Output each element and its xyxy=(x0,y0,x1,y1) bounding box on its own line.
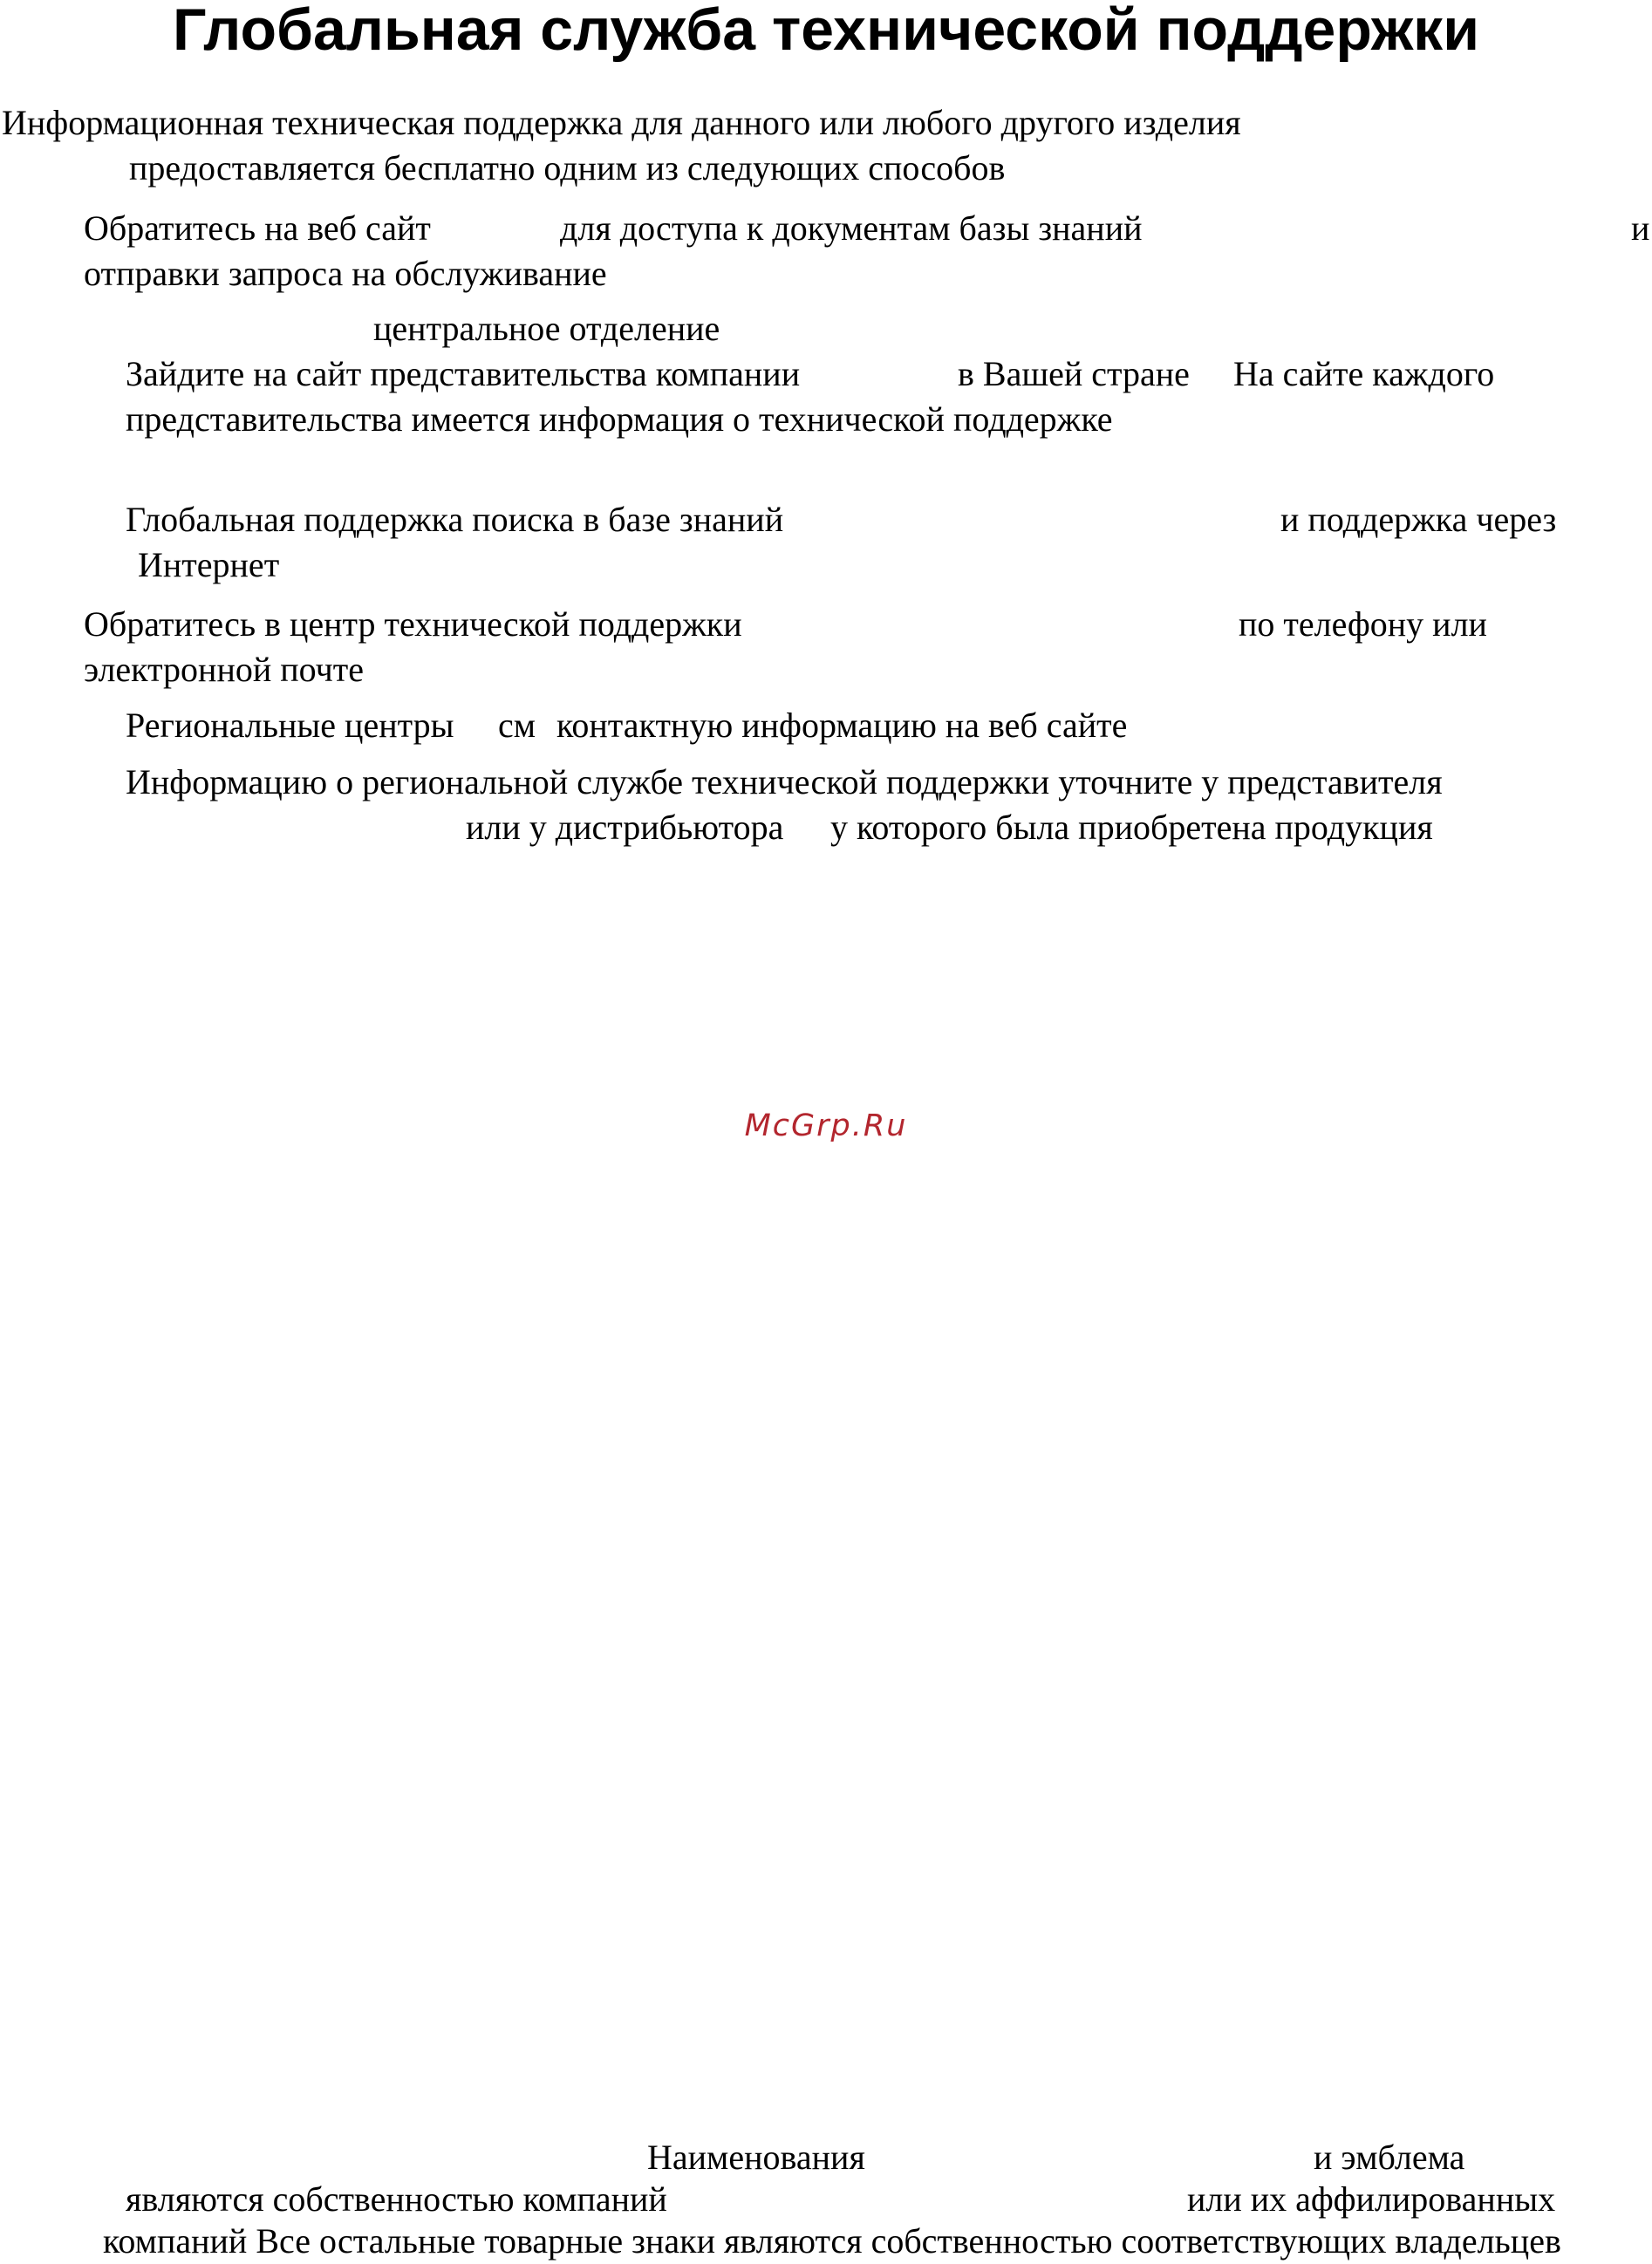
support-center-line-2: электронной почте xyxy=(84,650,364,689)
footer-text-1: Наименования xyxy=(647,2138,865,2177)
support-center-text-1: Обратитесь в центр технической поддержки xyxy=(84,604,742,644)
global-support-line-2: Интернет xyxy=(138,545,280,584)
footer-line-3: компаний Все остальные товарные знаки являются собственностью соответствующих владельцев xyxy=(103,2221,1561,2261)
footer-text-3: являются собственностью компаний xyxy=(126,2179,667,2219)
central-office-text-1: Зайдите на сайт представительства компании xyxy=(126,354,801,393)
central-office-label: центральное отделение xyxy=(373,309,720,348)
regional-info-text-1: или у дистрибьютора xyxy=(466,808,784,847)
global-support-text-1: Глобальная поддержка поиска в базе знаний xyxy=(126,500,784,539)
central-office-line-2: представительства имеется информация о технической поддержке xyxy=(126,399,1113,439)
intro-line-2: предоставляется бесплатно одним из следующих способов xyxy=(129,148,1006,188)
regional-centers-text-3: контактную информацию на веб сайте xyxy=(556,706,1128,745)
regional-centers-text-2: см xyxy=(498,706,536,745)
regional-centers-text-1: Региональные центры xyxy=(126,706,454,745)
web-item-text-3: и xyxy=(1631,208,1650,248)
regional-info-line-1: Информацию о региональной службе технической поддержки уточните у представителя xyxy=(126,762,1443,801)
footer-text-4: или их аффилированных xyxy=(1187,2179,1556,2219)
web-item-line-2: отправки запроса на обслуживание xyxy=(84,254,607,293)
page-title: Глобальная служба технической поддержки xyxy=(172,0,1480,63)
central-office-text-2: в Вашей стране xyxy=(958,354,1190,393)
central-office-text-3: На сайте каждого xyxy=(1233,354,1495,393)
web-item-text-2: для доступа к документам базы знаний xyxy=(560,208,1143,248)
web-item-text-1: Обратитесь на веб сайт xyxy=(84,208,431,248)
intro-line-1: Информационная техническая поддержка для данного или любого другого изделия xyxy=(2,103,1241,142)
regional-info-text-2: у которого была приобретена продукция xyxy=(830,808,1433,847)
footer-text-2: и эмблема xyxy=(1314,2138,1465,2177)
support-center-text-2: по телефону или xyxy=(1239,604,1487,644)
watermark-text: McGrp.Ru xyxy=(744,1108,908,1143)
global-support-text-2: и поддержка через xyxy=(1280,500,1557,539)
